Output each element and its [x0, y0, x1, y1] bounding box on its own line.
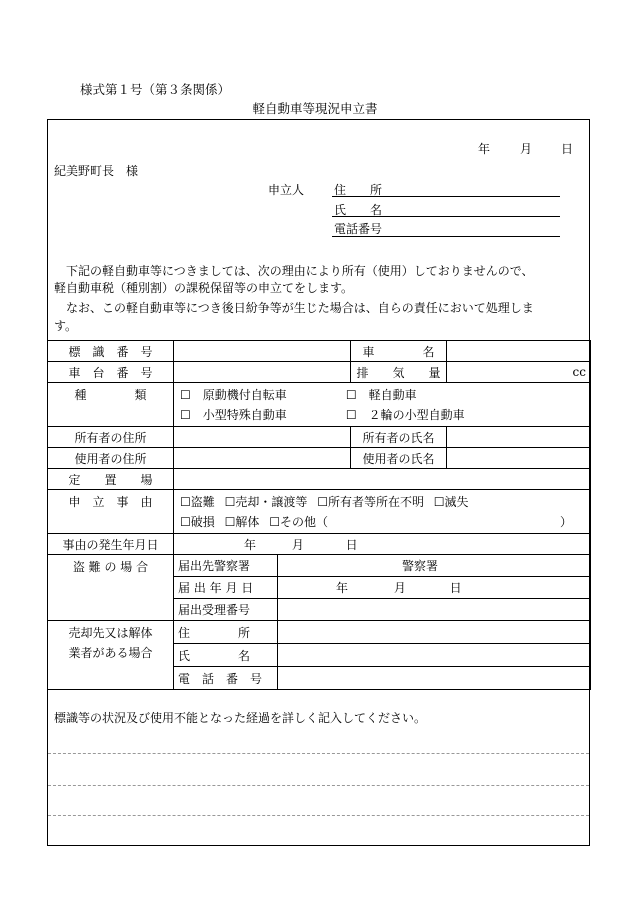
- body-line-4: す。: [54, 319, 78, 333]
- type-option-moped[interactable]: ☐ 原動機付自転車: [180, 387, 287, 402]
- theft-case-label: 盗 難 の 場 合: [48, 555, 174, 621]
- police-station-cell[interactable]: [278, 555, 591, 577]
- type-option-kei-car[interactable]: ☐ 軽自動車: [345, 387, 417, 402]
- reason-other[interactable]: ☐その他（: [269, 514, 328, 529]
- detail-line[interactable]: [48, 815, 589, 816]
- vehicle-name-label: 車 名: [351, 341, 447, 362]
- displacement-label: 排 気 量: [351, 362, 447, 383]
- date-day-label: 日: [561, 142, 574, 156]
- cc-unit: cc: [572, 365, 586, 379]
- reason-label: 申 立 事 由: [48, 490, 174, 534]
- applicant-address-line[interactable]: [332, 196, 560, 197]
- reason-owner-unknown[interactable]: ☐所有者等所在不明: [317, 494, 424, 509]
- report-date-label: 届 出 年 月 日: [174, 577, 278, 599]
- buyer-case-label: [48, 621, 174, 690]
- plate-number-label: 標 識 番 号: [48, 341, 174, 362]
- buyer-case-line-1: 売却先又は解体: [68, 626, 153, 640]
- vehicle-table: [47, 340, 591, 690]
- addressee: 紀美野町長 様: [54, 164, 139, 178]
- applicant-address-label: 住 所: [334, 183, 383, 197]
- buyer-name-label: 氏 名: [174, 644, 278, 667]
- detail-line[interactable]: [48, 785, 589, 786]
- owner-name-cell[interactable]: [447, 427, 591, 448]
- reason-theft[interactable]: ☐盗難: [180, 494, 215, 509]
- applicant-phone-label: 電話番号: [334, 222, 383, 236]
- date-year-label: 年: [478, 142, 491, 156]
- reason-lost[interactable]: ☐滅失: [433, 494, 469, 509]
- receipt-number-cell[interactable]: [278, 599, 591, 621]
- buyer-address-label: 住 所: [174, 621, 278, 644]
- occurrence-date-label: 事由の発生年月日: [48, 534, 174, 555]
- owner-address-cell[interactable]: [174, 427, 351, 448]
- page-title: 軽自動車等現況申立書: [252, 101, 378, 116]
- reason-damage[interactable]: ☐破損: [180, 514, 215, 529]
- report-month: 月: [393, 581, 406, 595]
- report-date-cell[interactable]: [278, 577, 591, 599]
- police-station-label: 届出先警察署: [174, 555, 278, 577]
- owner-name-label: 所有者の氏名: [351, 427, 447, 448]
- applicant-name-label: 氏 名: [334, 203, 383, 217]
- vehicle-name-cell[interactable]: [447, 341, 591, 362]
- type-option-two-wheel[interactable]: ☐ ２輪の小型自動車: [345, 407, 465, 422]
- buyer-phone-cell[interactable]: [278, 667, 591, 690]
- body-line-1: 下記の軽自動車等につきましては、次の理由により所有（使用）しておりませんので、: [66, 264, 534, 278]
- user-name-cell[interactable]: [447, 448, 591, 469]
- reason-scrapped[interactable]: ☐解体: [224, 514, 260, 529]
- type-option-small-special[interactable]: ☐ 小型特殊自動車: [180, 407, 287, 422]
- occurrence-date-cell[interactable]: [174, 534, 591, 555]
- type-label: 種 類: [48, 383, 174, 427]
- buyer-address-cell[interactable]: [278, 621, 591, 644]
- occurrence-month: 月: [291, 537, 304, 552]
- chassis-number-label: 車 台 番 号: [48, 362, 174, 383]
- form-number: 様式第１号（第３条関係）: [80, 82, 231, 97]
- user-name-label: 使用者の氏名: [351, 448, 447, 469]
- reason-options: [174, 490, 591, 534]
- user-address-label: 使用者の住所: [48, 448, 174, 469]
- police-suffix: 警察署: [402, 559, 439, 573]
- applicant-name-line[interactable]: [332, 216, 560, 217]
- body-line-3: なお、この軽自動車等につき後日紛争等が生じた場合は、自らの責任において処理しま: [66, 301, 534, 315]
- applicant-phone-line[interactable]: [332, 236, 560, 237]
- buyer-case-line-2: 業者がある場合: [68, 646, 153, 660]
- body-line-2: 軽自動車税（種別割）の課税保留等の申立てをします。: [54, 281, 354, 295]
- reason-other-close-paren: ）: [559, 514, 572, 529]
- applicant-label: 申立人: [268, 183, 305, 197]
- plate-number-cell[interactable]: [174, 341, 351, 362]
- occurrence-year: 年: [244, 537, 257, 552]
- buyer-name-cell[interactable]: [278, 644, 591, 667]
- chassis-number-cell[interactable]: [174, 362, 351, 383]
- detail-instruction: 標識等の状況及び使用不能となった経過を詳しく記入してください。: [54, 711, 427, 725]
- occurrence-day: 日: [345, 537, 358, 552]
- storage-place-label: 定 置 場: [48, 469, 174, 490]
- type-options: [174, 383, 591, 427]
- owner-address-label: 所有者の住所: [48, 427, 174, 448]
- detail-line[interactable]: [48, 753, 589, 754]
- report-year: 年: [336, 581, 349, 595]
- buyer-phone-label: 電 話 番 号: [174, 667, 278, 690]
- date-month-label: 月: [520, 142, 533, 156]
- displacement-cell[interactable]: [447, 362, 591, 383]
- report-day: 日: [449, 581, 462, 595]
- storage-place-cell[interactable]: [174, 469, 591, 490]
- receipt-number-label: 届出受理番号: [174, 599, 278, 621]
- user-address-cell[interactable]: [174, 448, 351, 469]
- reason-sale[interactable]: ☐売却・譲渡等: [224, 494, 308, 509]
